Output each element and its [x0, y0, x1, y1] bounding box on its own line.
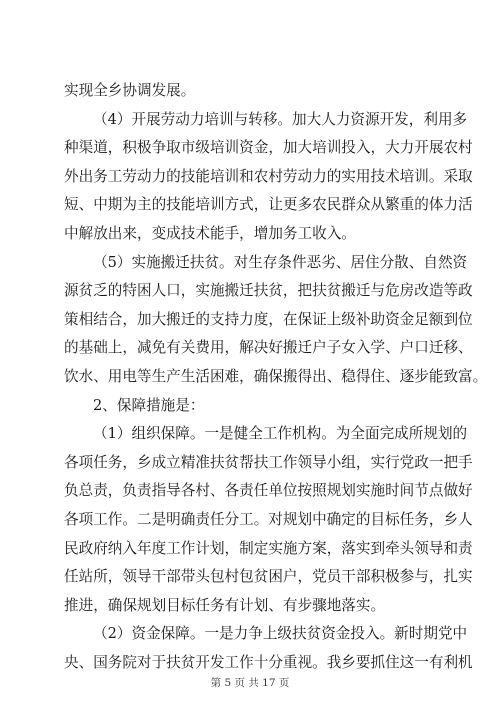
line-text: 中解放出来，变成技术能手，增加务工收入。: [64, 225, 356, 242]
line-text: 推进，确保规划目标任务有计划、有步骤地落实。: [64, 596, 386, 614]
line-text: 饮水、用电等生产生活困难，确保搬得出、稳得住、逐步能致富。: [64, 368, 488, 385]
page-number-label: 第 5 页 共 17 页: [210, 677, 290, 689]
line-text: 民政府纳入年度工作计划，制定实施方案，落实到牵头领导和责: [64, 539, 473, 557]
text-line: [0, 105, 500, 135]
text-line: [0, 505, 500, 535]
line-text: （2）资金保障。一是力争上级扶贫资金投入。新时期党中: [93, 625, 468, 643]
text-line: [0, 248, 500, 278]
line-text: 各项任务，乡成立精准扶贫帮扶工作领导小组，实行党政一把手: [64, 453, 473, 471]
text-line: [0, 648, 500, 678]
line-text: （1）组织保障。一是健全工作机构。为全面完成所规划的: [93, 425, 468, 443]
text-line: [0, 219, 500, 249]
line-text: 2、保障措施是：: [93, 396, 205, 414]
line-text: 源贫乏的特困人口，实施搬迁扶贫，把扶贫搬迁与危房改造等政: [64, 282, 473, 300]
line-text: 各项工作。二是明确责任分工。对规划中确定的目标任务，乡人: [64, 511, 473, 528]
text-line: [0, 133, 500, 163]
text-line: [0, 305, 500, 335]
line-text: 策相结合，加大搬迁的支持力度，在保证上级补助资金足额到位: [64, 310, 473, 328]
line-text: 种渠道，积极争取市级培训资金，加大培训投入，大力开展农村: [64, 139, 473, 157]
text-line: [0, 276, 500, 306]
text-line: [0, 476, 500, 506]
section-heading: [0, 391, 500, 421]
line-text: 央、国务院对于扶贫开发工作十分重视。我乡要抓住这一有利机: [64, 654, 473, 671]
page-footer: [0, 676, 500, 690]
text-line: [0, 162, 500, 192]
text-line: [0, 362, 500, 392]
line-text: 的基础上，减免有关费用，解决好搬迁户子女入学、户口迁移、: [64, 339, 473, 357]
line-text: 外出务工劳动力的技能培训和农村劳动力的实用技术培训。采取: [64, 167, 473, 185]
text-line: [0, 419, 500, 449]
line-text: （4）开展劳动力培训与转移。加大人力资源开发，利用多: [93, 110, 468, 128]
text-line: [0, 333, 500, 363]
text-line: [0, 619, 500, 649]
line-text: 任站所，领导干部带头包村包贫困户，党员干部积极参与，扎实: [64, 568, 473, 586]
line-text: 短、中期为主的技能培训方式，让更多农民群众从繁重的体力活: [64, 196, 473, 214]
line-text: （5）实施搬迁扶贫。对生存条件恶劣、居住分散、自然资: [93, 253, 468, 271]
text-line: [0, 190, 500, 220]
line-text: 实现全乡协调发展。: [64, 82, 196, 99]
line-text: 负总责，负责指导各村、各责任单位按照规划实施时间节点做好: [64, 482, 473, 500]
text-line: [0, 534, 500, 564]
text-line: [0, 591, 500, 621]
text-line: [0, 76, 500, 106]
text-line: [0, 562, 500, 592]
text-line: [0, 448, 500, 478]
